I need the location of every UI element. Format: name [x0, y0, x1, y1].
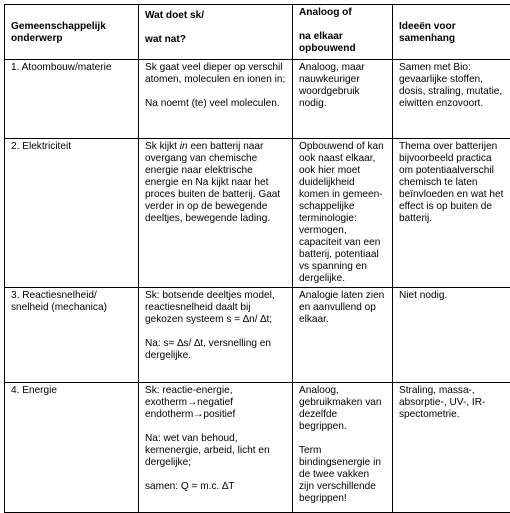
ideas-text: Niet nodig.	[399, 290, 447, 301]
cell-topic	[5, 139, 139, 288]
what-text: Na noemt (te) veel moleculen.	[145, 98, 287, 110]
header-what-line2: wat nat?	[145, 34, 287, 46]
topic-text: 2. Elektriciteit	[11, 141, 71, 152]
table-row	[5, 139, 510, 288]
analog-text: Opbouwend of kan ook naast elkaar, ook hier moet duidelijkheid komen in gemeen-schappelijke terminologie: vermogen, capaciteit van een batterij, potentiaal vs spanning en dergelijke.	[299, 141, 384, 284]
cell-topic	[5, 60, 139, 139]
header-ideas	[393, 5, 510, 60]
cell-analog	[293, 60, 393, 139]
what-text: Sk kijkt	[145, 141, 180, 152]
what-text: samen: Q = m.c. ∆T	[145, 481, 287, 493]
what-text: Sk gaat veel dieper op verschil atomen, moleculen en ionen in;	[145, 62, 287, 86]
header-analog-line2: na elkaar opbouwend	[299, 31, 387, 55]
cell-what	[139, 60, 293, 139]
topic-text: 4. Energie	[11, 385, 57, 396]
header-what-line1: Wat doet sk/	[145, 10, 287, 22]
analog-text: Term bindingsenergie in de twee vakken zijn verschillende begrippen!	[299, 445, 387, 505]
topic-text: 3. Reactiesnelheid/ snelheid (mechanica)	[11, 290, 107, 313]
cell-topic	[5, 288, 139, 383]
header-ideas-label: Ideeën voor samenhang	[399, 21, 456, 44]
what-text: Na: wet van behoud, kernenergie, arbeid, licht en dergelijke;	[145, 433, 287, 469]
cell-topic	[5, 383, 139, 513]
header-row	[5, 5, 510, 60]
table-row	[5, 383, 510, 513]
analog-text: Analoog, maar nauwkeuriger woordgebruik nodig.	[299, 62, 365, 109]
what-text: een batterij naar overgang van chemische energie naar elektrische energie en Na kijkt naar het proces buiten de batterij. Gaat verder in op de bewegende deeltjes, bewegende lading.	[145, 141, 280, 224]
cell-ideas	[393, 288, 510, 383]
header-what	[139, 5, 293, 60]
what-text: endotherm→positief	[145, 409, 287, 421]
header-analog	[293, 5, 393, 60]
ideas-text: Samen met Bio: gevaarlijke stoffen, dosis, straling, mutatie, eiwitten enzovoort.	[399, 62, 502, 109]
header-topic	[5, 5, 139, 60]
header-topic-label: Gemeenschappelijk onderwerp	[11, 21, 106, 44]
header-analog-line1: Analoog of	[299, 7, 387, 19]
analog-text: Analoog, gebruikmaken van dezelfde begrippen.	[299, 385, 387, 433]
cell-what	[139, 139, 293, 288]
cell-ideas	[393, 60, 510, 139]
ideas-text: Thema over batterijen bijvoorbeeld practica om potentiaalverschil chemisch te laten beïnvloeden en wat het effect is op buiten de batterij.	[399, 141, 503, 224]
table-row	[5, 60, 510, 139]
cell-ideas	[393, 139, 510, 288]
what-emphasis: in	[180, 141, 188, 152]
comparison-table	[4, 4, 510, 513]
cell-analog	[293, 383, 393, 513]
what-text: Sk: reactie-energie,	[145, 385, 287, 397]
what-text: exotherm→negatief	[145, 397, 287, 409]
ideas-text: Straling, massa-, absorptie-, UV-, IR-spectometrie.	[399, 385, 485, 420]
cell-what	[139, 383, 293, 513]
what-text: Na: s= ∆s/ ∆t, versnelling en dergelijke.	[145, 338, 287, 362]
table-row	[5, 288, 510, 383]
cell-ideas	[393, 383, 510, 513]
what-text: Sk: botsende deeltjes model, reactiesnelheid daalt bij gekozen systeem s = ∆n/ ∆t;	[145, 290, 287, 326]
topic-text: 1. Atoombouw/materie	[11, 62, 111, 73]
cell-analog	[293, 288, 393, 383]
analog-text: Analogie laten zien en aanvullend op elkaar.	[299, 290, 384, 325]
cell-analog	[293, 139, 393, 288]
cell-what	[139, 288, 293, 383]
